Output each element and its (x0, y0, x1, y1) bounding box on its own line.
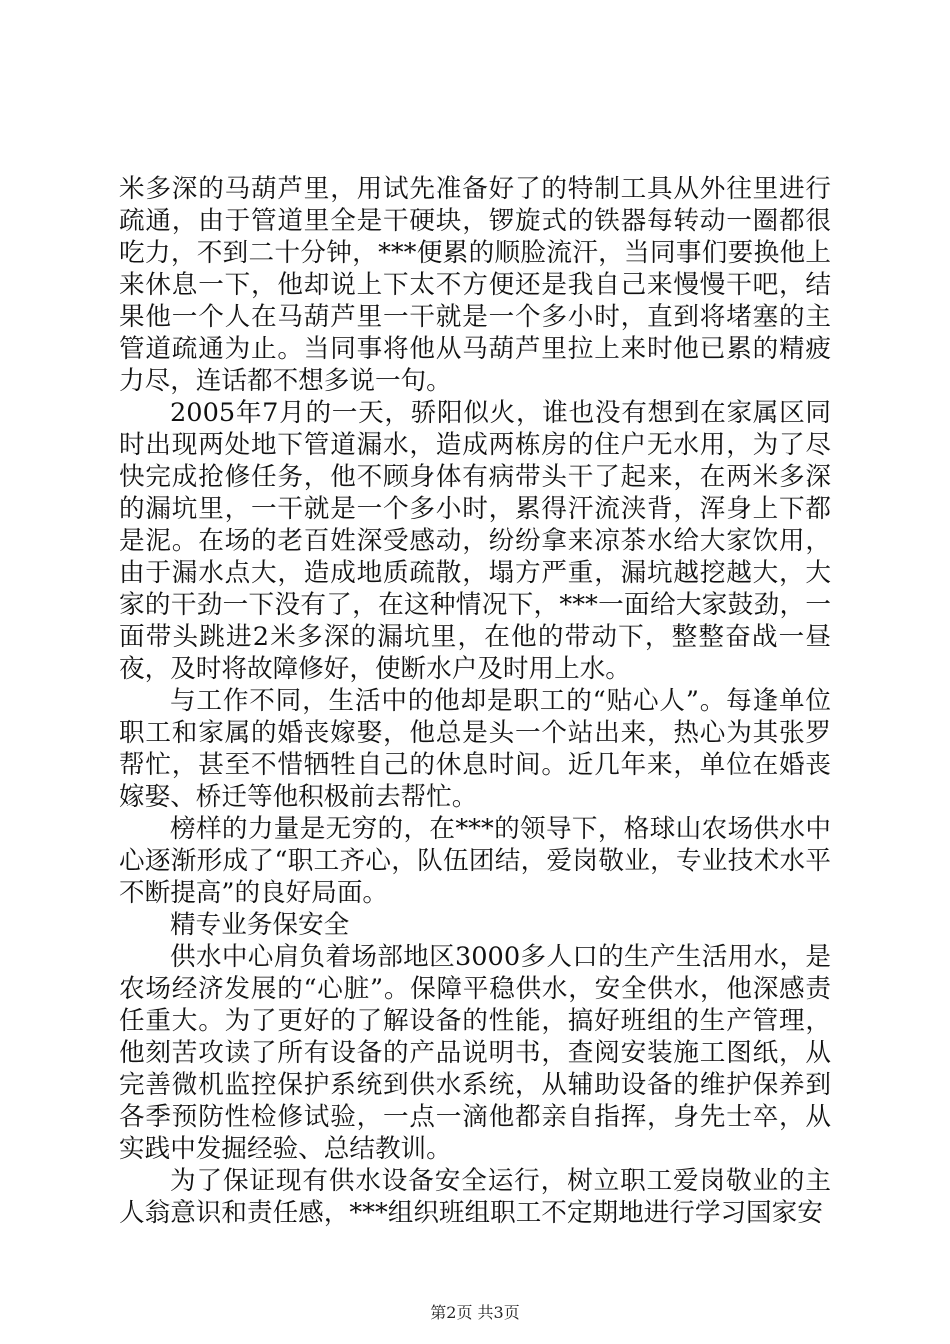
page-number-footer: 第2页 共3页 (430, 1303, 520, 1322)
paragraph-life-helper: 与工作不同，生活中的他却是职工的“贴心人”。每逢单位职工和家属的婚丧嫁娶，他总是头一个站出来，热心为其张罗帮忙，甚至不惜牺牲自己的休息时间。近几年来，单位在婚丧嫁娶、桥迁等他积极前去帮忙。 (119, 686, 831, 812)
paragraph-pipe-leak-2005: 2005年7月的一天，骄阳似火，谁也没有想到在家属区同时出现两处地下管道漏水，造成两栋房的住户无水用，为了尽快完成抢修任务，他不顾身体有病带头干了起来，在两米多深的漏坑里，一干就是一个多小时，累得汗流浃背，浑身上下都是泥。在场的老百姓深受感动，纷纷拿来凉茶水给大家饮用，由于漏水点大，造成地质疏散，塌方严重，漏坑越挖越大，大家的干劲一下没有了，在这种情况下，***一面给大家鼓劲，一面带头跳进2米多深的漏坑里，在他的带动下，整整奋战一昼夜，及时将故障修好，使断水户及时用上水。 (119, 398, 831, 684)
document-body (119, 173, 831, 1229)
section-heading: 精专业务保安全 (170, 910, 350, 940)
paragraph-role-model: 榜样的力量是无穷的，在***的领导下，格球山农场供水中心逐渐形成了“职工齐心，队伍团结，爱岗敬业，专业技术水平不断提高”的良好局面。 (119, 814, 831, 908)
paragraph-water-supply-center: 供水中心肩负着场部地区3000多人口的生产生活用水，是农场经济发展的“心脏”。保障平稳供水，安全供水，他深感责任重大。为了更好的了解设备的性能，搞好班组的生产管理，他刻苦攻读了所有设备的产品说明书，查阅安装施工图纸，从完善微机监控保护系统到供水系统，从辅助设备的维护保养到各季预防性检修试验，一点一滴他都亲自指挥，身先士卒，从实践中发掘经验、总结教训。 (119, 942, 831, 1164)
paragraph-equipment-safety: 为了保证现有供水设备安全运行，树立职工爱岗敬业的主人翁意识和责任感，***组织班组职工不定期地进行学习国家安 (119, 1166, 831, 1228)
paragraph-continuation: 米多深的马葫芦里，用试先准备好了的特制工具从外往里进行疏通，由于管道里全是干硬块，锣旋式的铁器每转动一圈都很吃力，不到二十分钟，***便累的顺脸流汗，当同事们要换他上来休息一下，他却说上下太不方便还是我自己来慢慢干吧，结果他一个人在马葫芦里一干就是一个多小时，直到将堵塞的主管道疏通为止。当同事将他从马葫芦里拉上来时他已累的精疲力尽，连话都不想多说一句。 (119, 174, 831, 396)
